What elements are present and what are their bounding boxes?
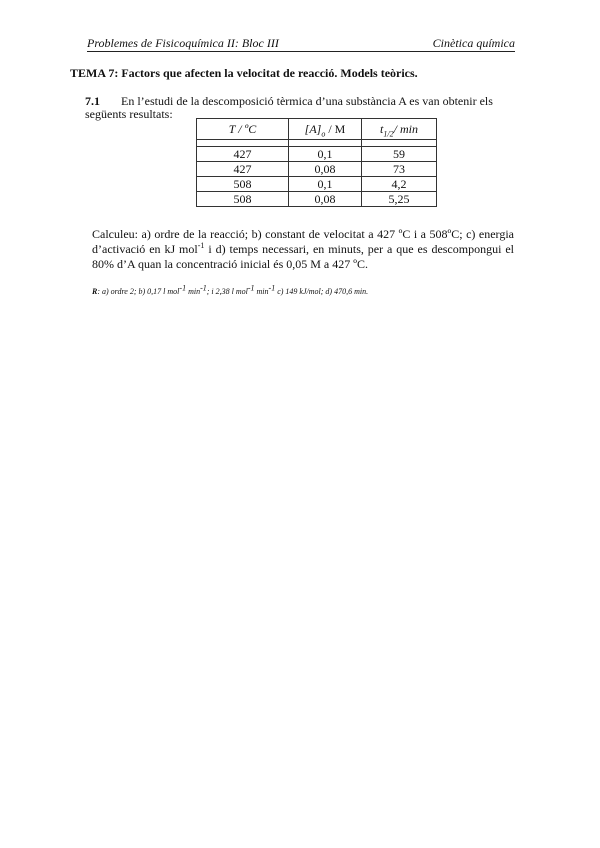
- header-conc-unit: / M: [325, 122, 346, 136]
- cell-conc: 0,1: [289, 177, 362, 192]
- header-conc-sub: o: [321, 129, 326, 139]
- answer-text-4: min: [254, 287, 269, 296]
- problem-intro-line2: següents resultats:: [85, 107, 173, 121]
- cell-conc: 0,08: [289, 192, 362, 207]
- header-half-unit: / min: [393, 122, 418, 136]
- answer-text-3: ; i 2,38 l mol: [206, 287, 248, 296]
- header-half-life: [362, 119, 437, 140]
- results-table: [196, 118, 437, 207]
- header-conc-main: [A]: [304, 122, 322, 136]
- header-half-main: t: [380, 122, 384, 136]
- table-row: [197, 147, 437, 162]
- question-part2: i d) temps necessari, en minuts, per a que es descompongui el 80% d’A quan la concentració inicial és 0,05 M a 427 ºC.: [92, 242, 515, 271]
- problem-question: [92, 227, 514, 272]
- question-part1: Calculeu: a) ordre de la reacció; b) constant de velocitat a 427 ºC i a 508ºC; c) energia d’activació en kJ mol: [92, 227, 514, 256]
- table-row: [197, 162, 437, 177]
- table-row: [197, 177, 437, 192]
- cell-half-life: 4,2: [362, 177, 437, 192]
- cell-half-life: 59: [362, 147, 437, 162]
- answer-label: R: [92, 287, 98, 296]
- answer-text-2: min: [186, 287, 201, 296]
- cell-conc: 0,1: [289, 147, 362, 162]
- answer-line: [92, 283, 369, 296]
- page-header: [87, 36, 515, 52]
- cell-temp: 508: [197, 177, 289, 192]
- header-temperature: T / ºC: [197, 119, 289, 140]
- cell-half-life: 5,25: [362, 192, 437, 207]
- cell-conc: 0,08: [289, 162, 362, 177]
- cell-half-life: 73: [362, 162, 437, 177]
- header-right: Cinètica química: [432, 36, 515, 50]
- cell-temp: 427: [197, 147, 289, 162]
- header-concentration: [289, 119, 362, 140]
- table-header-row: [197, 119, 437, 140]
- table-spacer-row: [197, 140, 437, 147]
- answer-text-1: : a) ordre 2; b) 0,17 l mol: [97, 287, 180, 296]
- cell-temp: 427: [197, 162, 289, 177]
- section-title: TEMA 7: Factors que afecten la velocitat de reacció. Models teòrics.: [70, 66, 418, 80]
- table-row: [197, 192, 437, 207]
- problem-number: 7.1: [85, 94, 100, 108]
- answer-sup-4: -1: [268, 283, 276, 293]
- header-half-sub: 1/2: [383, 129, 394, 139]
- cell-temp: 508: [197, 192, 289, 207]
- answer-sup-1: -1: [179, 283, 187, 293]
- answer-sup-2: -1: [200, 283, 207, 293]
- answer-text-5: c) 149 kJ/mol; d) 470,6 min.: [275, 287, 369, 296]
- header-left: Problemes de Fisicoquímica II: Bloc III: [87, 36, 279, 50]
- question-superscript: -1: [197, 241, 205, 250]
- answer-sup-3: -1: [247, 283, 255, 293]
- problem-intro-line1: En l’estudi de la descomposició tèrmica d’una substància A es van obtenir els: [121, 94, 493, 108]
